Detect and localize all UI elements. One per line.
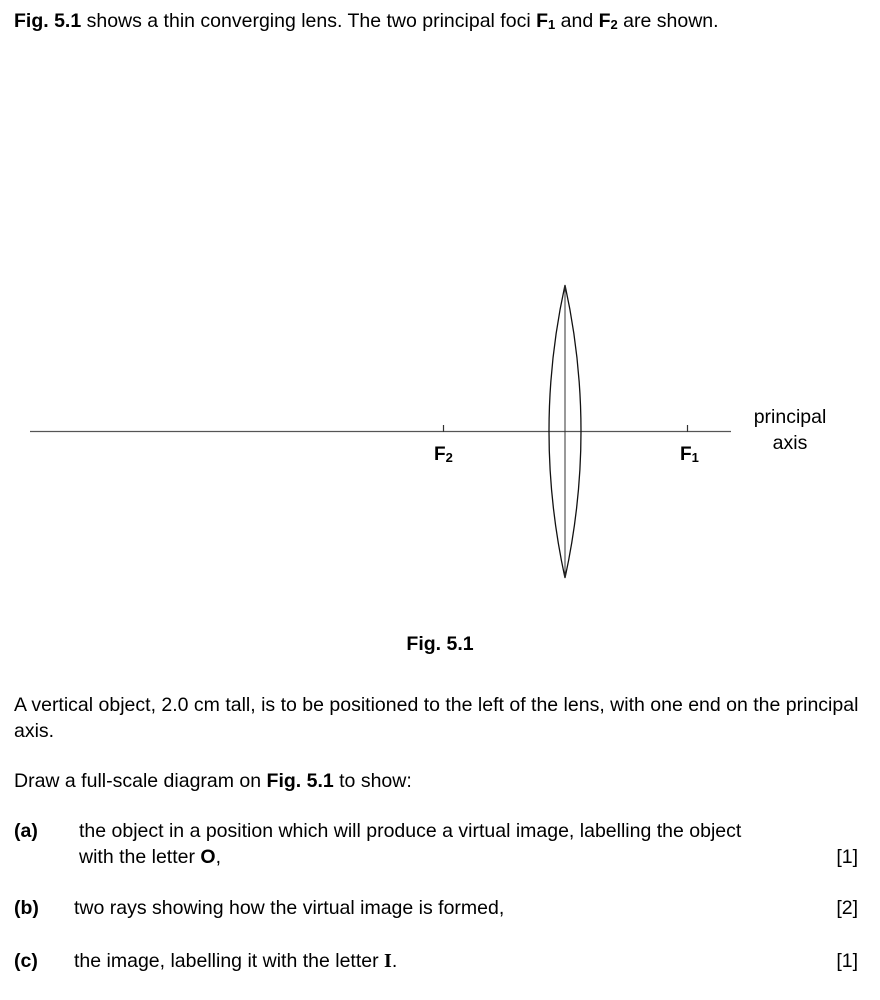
question-a-text: with the letter	[79, 846, 201, 868]
question-c-text-part: .	[391, 950, 398, 972]
question-b-label: (b)	[14, 897, 39, 919]
axis-label-line1: principal	[753, 406, 827, 428]
image-letter: I	[384, 950, 392, 972]
question-b-marks: [2]	[836, 897, 858, 919]
question-c-label: (c)	[14, 950, 38, 972]
instruction-text	[14, 770, 412, 793]
question-a-line2	[79, 846, 221, 869]
question-a-marks: [1]	[836, 846, 858, 868]
focus-f2-ref: $F_2$	[598, 10, 618, 32]
intro-text-part: and	[555, 10, 599, 32]
question-a-text: ,	[215, 846, 221, 868]
intro-text-part: are shown.	[617, 10, 719, 32]
instruction-text-part: Draw a full-scale diagram on	[14, 770, 267, 792]
object-letter: O	[200, 846, 216, 868]
object-description: A vertical object, 2.0 cm tall, is to be positioned to the left of the lens, with one end on the principal axis.	[14, 694, 859, 742]
question-c-text	[74, 950, 397, 973]
instruction-text-part: to show:	[333, 770, 412, 792]
focus-f1-ref: $F_1$	[536, 10, 556, 32]
question-c-marks: [1]	[836, 950, 858, 972]
question-c-text-part: the image, labelling it with the letter	[74, 950, 385, 972]
question-a-label: (a)	[14, 820, 38, 842]
question-b-text: two rays showing how the virtual image is formed,	[74, 897, 505, 919]
intro-text-part: shows a thin converging lens. The two principal foci	[81, 10, 537, 32]
figure-caption: Fig. 5.1	[406, 633, 474, 655]
fig-ref: Fig. 5.1	[266, 770, 334, 792]
focus-f1-label: F1	[680, 444, 699, 465]
axis-label-line2: axis	[772, 432, 808, 454]
fig-ref: Fig. 5.1	[14, 10, 82, 32]
focus-f2-label: F2	[434, 444, 453, 465]
question-a-line1: the object in a position which will produce a virtual image, labelling the object	[79, 820, 742, 842]
